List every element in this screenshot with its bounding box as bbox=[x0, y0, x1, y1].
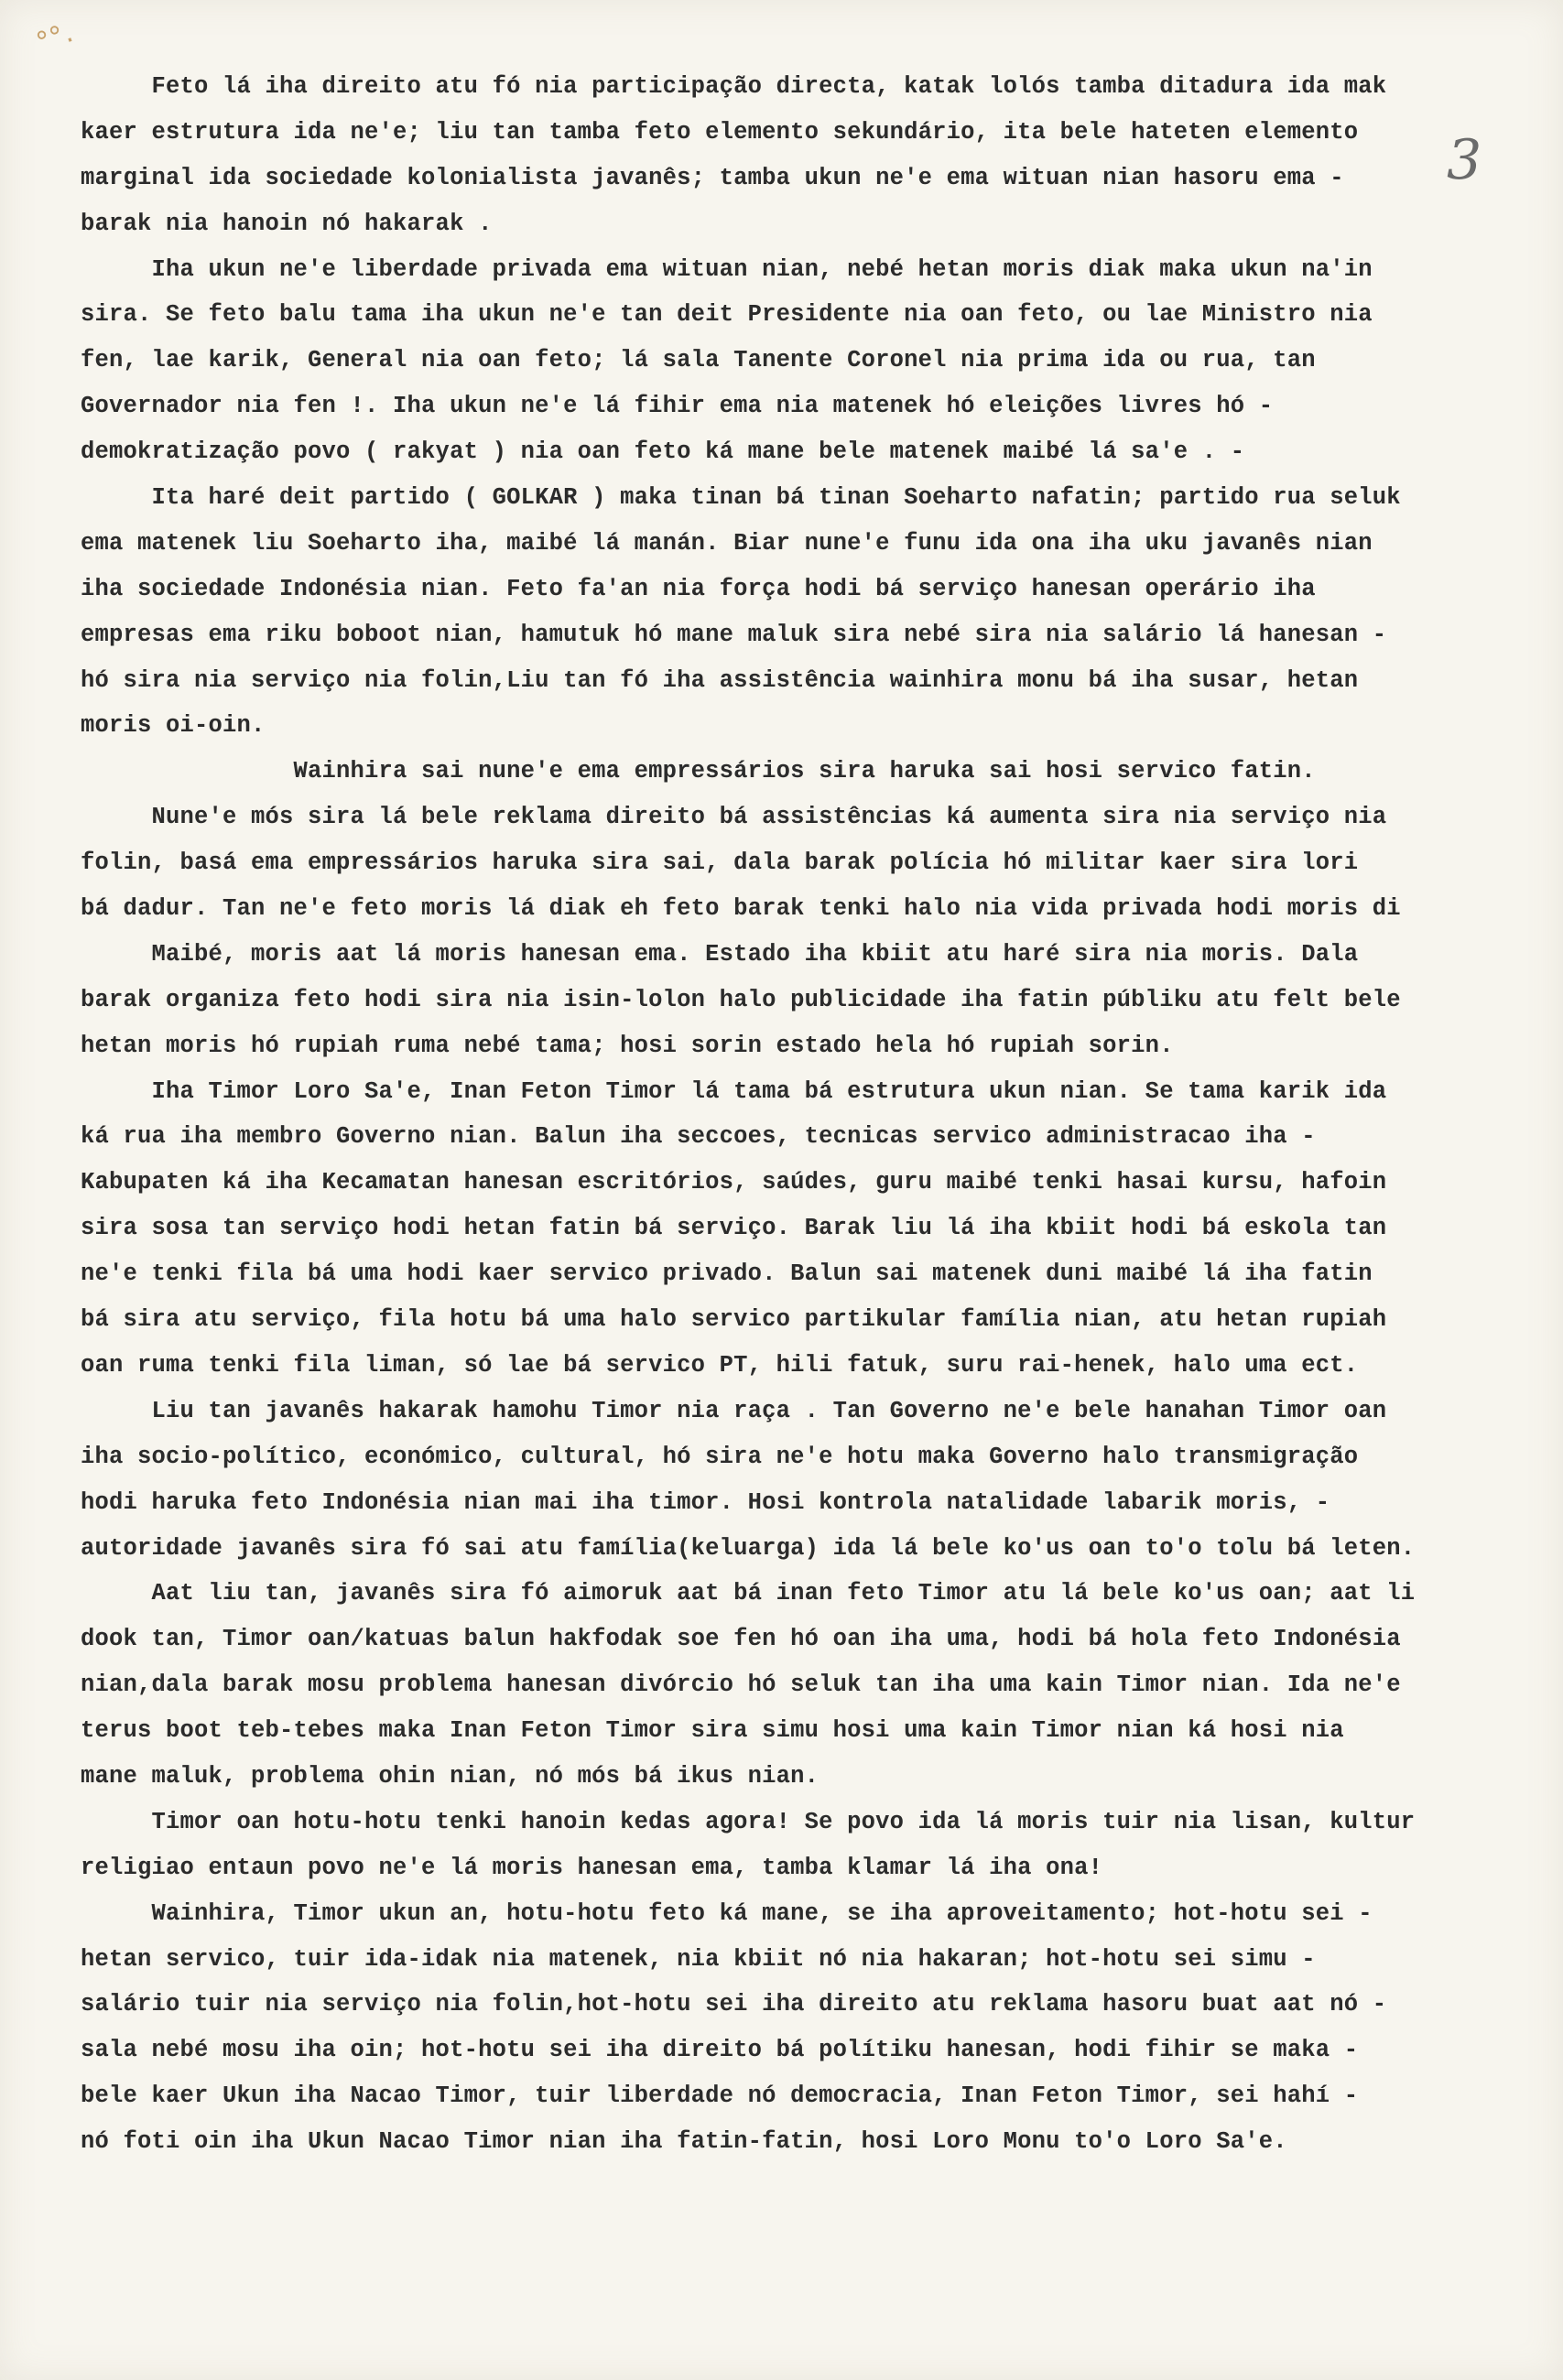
text-line: ká rua iha membro Governo nian. Balun iha seccoes, tecnicas servico administracao iha - bbox=[81, 1123, 1316, 1151]
text-line: ne'e tenki fila bá uma hodi kaer servico privado. Balun sai matenek duni maibé lá iha fatin bbox=[81, 1260, 1373, 1288]
text-line: Nune'e mós sira lá bele reklama direito bá assistências ká aumenta sira nia serviço nia bbox=[81, 804, 1387, 831]
text-line: sira sosa tan serviço hodi hetan fatin bá serviço. Barak liu lá iha kbiit hodi bá eskola tan bbox=[81, 1215, 1387, 1242]
text-line: folin, basá ema empressários haruka sira sai, dala barak polícia hó militar kaer sira lori bbox=[81, 849, 1359, 877]
text-line: Maibé, moris aat lá moris hanesan ema. Estado iha kbiit atu haré sira nia moris. Dala bbox=[81, 940, 1359, 968]
text-line: hetan moris hó rupiah ruma nebé tama; hosi sorin estado hela hó rupiah sorin. bbox=[81, 1032, 1174, 1059]
text-line: bá dadur. Tan ne'e feto moris lá diak eh feto barak tenki halo nia vida privada hodi moris di bbox=[81, 895, 1401, 923]
text-line: Kabupaten ká iha Kecamatan hanesan escritórios, saúdes, guru maibé tenki hasai kursu, hafoin bbox=[81, 1169, 1387, 1196]
text-line: empresas ema riku boboot nian, hamutuk hó mane maluk sira nebé sira nia salário lá hanesan - bbox=[81, 621, 1387, 648]
text-line: nó foti oin iha Ukun Nacao Timor nian iha fatin-fatin, hosi Loro Monu to'o Loro Sa'e. bbox=[81, 2128, 1287, 2156]
text-line: ema matenek liu Soeharto iha, maibé lá manán. Biar nune'e funu ida ona iha uku javanês nian bbox=[81, 529, 1373, 557]
text-line: kaer estrutura ida ne'e; liu tan tamba feto elemento sekundário, ita bele hateten elemento bbox=[81, 118, 1359, 146]
text-line: marginal ida sociedade kolonialista javanês; tamba ukun ne'e ema wituan nian hasoru ema - bbox=[81, 164, 1344, 191]
text-line: Liu tan javanês hakarak hamohu Timor nia raça . Tan Governo ne'e bele hanahan Timor oan bbox=[81, 1397, 1387, 1424]
text-line: hetan servico, tuir ida-idak nia matenek, nia kbiit nó nia hakaran; hot-hotu sei simu - bbox=[81, 1945, 1316, 1973]
text-line: salário tuir nia serviço nia folin,hot-hotu sei iha direito atu reklama hasoru buat aat nó - bbox=[81, 1991, 1387, 2018]
text-line: Wainhira sai nune'e ema empressários sira haruka sai hosi servico fatin. bbox=[81, 758, 1316, 785]
text-line: sala nebé mosu iha oin; hot-hotu sei iha direito bá polítiku hanesan, hodi fihir se maka - bbox=[81, 2037, 1359, 2064]
text-line: dook tan, Timor oan/katuas balun hakfodak soe fen hó oan iha uma, hodi bá hola feto Indonésia bbox=[81, 1626, 1401, 1653]
text-line: moris oi-oin. bbox=[81, 712, 266, 740]
text-line: sira. Se feto balu tama iha ukun ne'e tan deit Presidente nia oan feto, ou lae Ministro nia bbox=[81, 301, 1373, 329]
typed-text-body bbox=[81, 64, 1509, 2165]
text-line: hó sira nia serviço nia folin,Liu tan fó iha assistência wainhira monu bá iha susar, hetan bbox=[81, 666, 1359, 694]
corner-mark: °°. bbox=[32, 16, 78, 60]
text-line: terus boot teb-tebes maka Inan Feton Timor sira simu hosi uma kain Timor nian ká hosi nia bbox=[81, 1717, 1344, 1745]
text-line: autoridade javanês sira fó sai atu família(keluarga) ida lá bele ko'us oan to'o tolu bá leten. bbox=[81, 1534, 1416, 1562]
text-line: Wainhira, Timor ukun an, hotu-hotu feto ká mane, se iha aproveitamento; hot-hotu sei - bbox=[81, 1899, 1373, 1927]
text-line: barak organiza feto hodi sira nia isin-lolon halo publicidade iha fatin públiku atu felt bele bbox=[81, 986, 1401, 1013]
text-line: iha sociedade Indonésia nian. Feto fa'an nia força hodi bá serviço hanesan operário iha bbox=[81, 575, 1316, 602]
text-line: Timor oan hotu-hotu tenki hanoin kedas agora! Se povo ida lá moris tuir nia lisan, kultur bbox=[81, 1808, 1416, 1835]
text-line: demokratização povo ( rakyat ) nia oan feto ká mane bele matenek maibé lá sa'e . - bbox=[81, 438, 1245, 466]
text-line: hodi haruka feto Indonésia nian mai iha timor. Hosi kontrola natalidade labarik moris, - bbox=[81, 1488, 1330, 1516]
text-line: mane maluk, problema ohin nian, nó mós bá ikus nian. bbox=[81, 1762, 819, 1790]
text-line: nian,dala barak mosu problema hanesan divórcio hó seluk tan iha uma kain Timor nian. Ida ne'e bbox=[81, 1671, 1401, 1699]
text-line: religiao entaun povo ne'e lá moris hanesan ema, tamba klamar lá iha ona! bbox=[81, 1854, 1103, 1881]
text-line: Ita haré deit partido ( GOLKAR ) maka tinan bá tinan Soeharto nafatin; partido rua seluk bbox=[81, 484, 1401, 512]
text-line: bele kaer Ukun iha Nacao Timor, tuir liberdade nó democracia, Inan Feton Timor, sei hahí - bbox=[81, 2082, 1359, 2110]
text-line: Governador nia fen !. Iha ukun ne'e lá fihir ema nia matenek hó eleições livres hó - bbox=[81, 393, 1274, 420]
text-line: Feto lá iha direito atu fó nia participação directa, katak lolós tamba ditadura ida mak bbox=[81, 73, 1387, 100]
text-line: Iha Timor Loro Sa'e, Inan Feton Timor lá tama bá estrutura ukun nian. Se tama karik ida bbox=[81, 1077, 1387, 1105]
text-line: Aat liu tan, javanês sira fó aimoruk aat bá inan feto Timor atu lá bele ko'us oan; aat li bbox=[81, 1580, 1416, 1607]
text-line: fen, lae karik, General nia oan feto; lá sala Tanente Coronel nia prima ida ou rua, tan bbox=[81, 347, 1316, 374]
text-line: iha socio-político, económico, cultural, hó sira ne'e hotu maka Governo halo transmigração bbox=[81, 1443, 1359, 1470]
handwritten-page-number: 3 bbox=[1447, 128, 1482, 192]
text-line: barak nia hanoin nó hakarak . bbox=[81, 210, 493, 237]
text-line: Iha ukun ne'e liberdade privada ema wituan nian, nebé hetan moris diak maka ukun na'in bbox=[81, 255, 1373, 283]
text-line: bá sira atu serviço, fila hotu bá uma halo servico partikular família nian, atu hetan rupiah bbox=[81, 1306, 1387, 1334]
text-line: oan ruma tenki fila liman, só lae bá servico PT, hili fatuk, suru rai-henek, halo uma ect. bbox=[81, 1351, 1359, 1379]
